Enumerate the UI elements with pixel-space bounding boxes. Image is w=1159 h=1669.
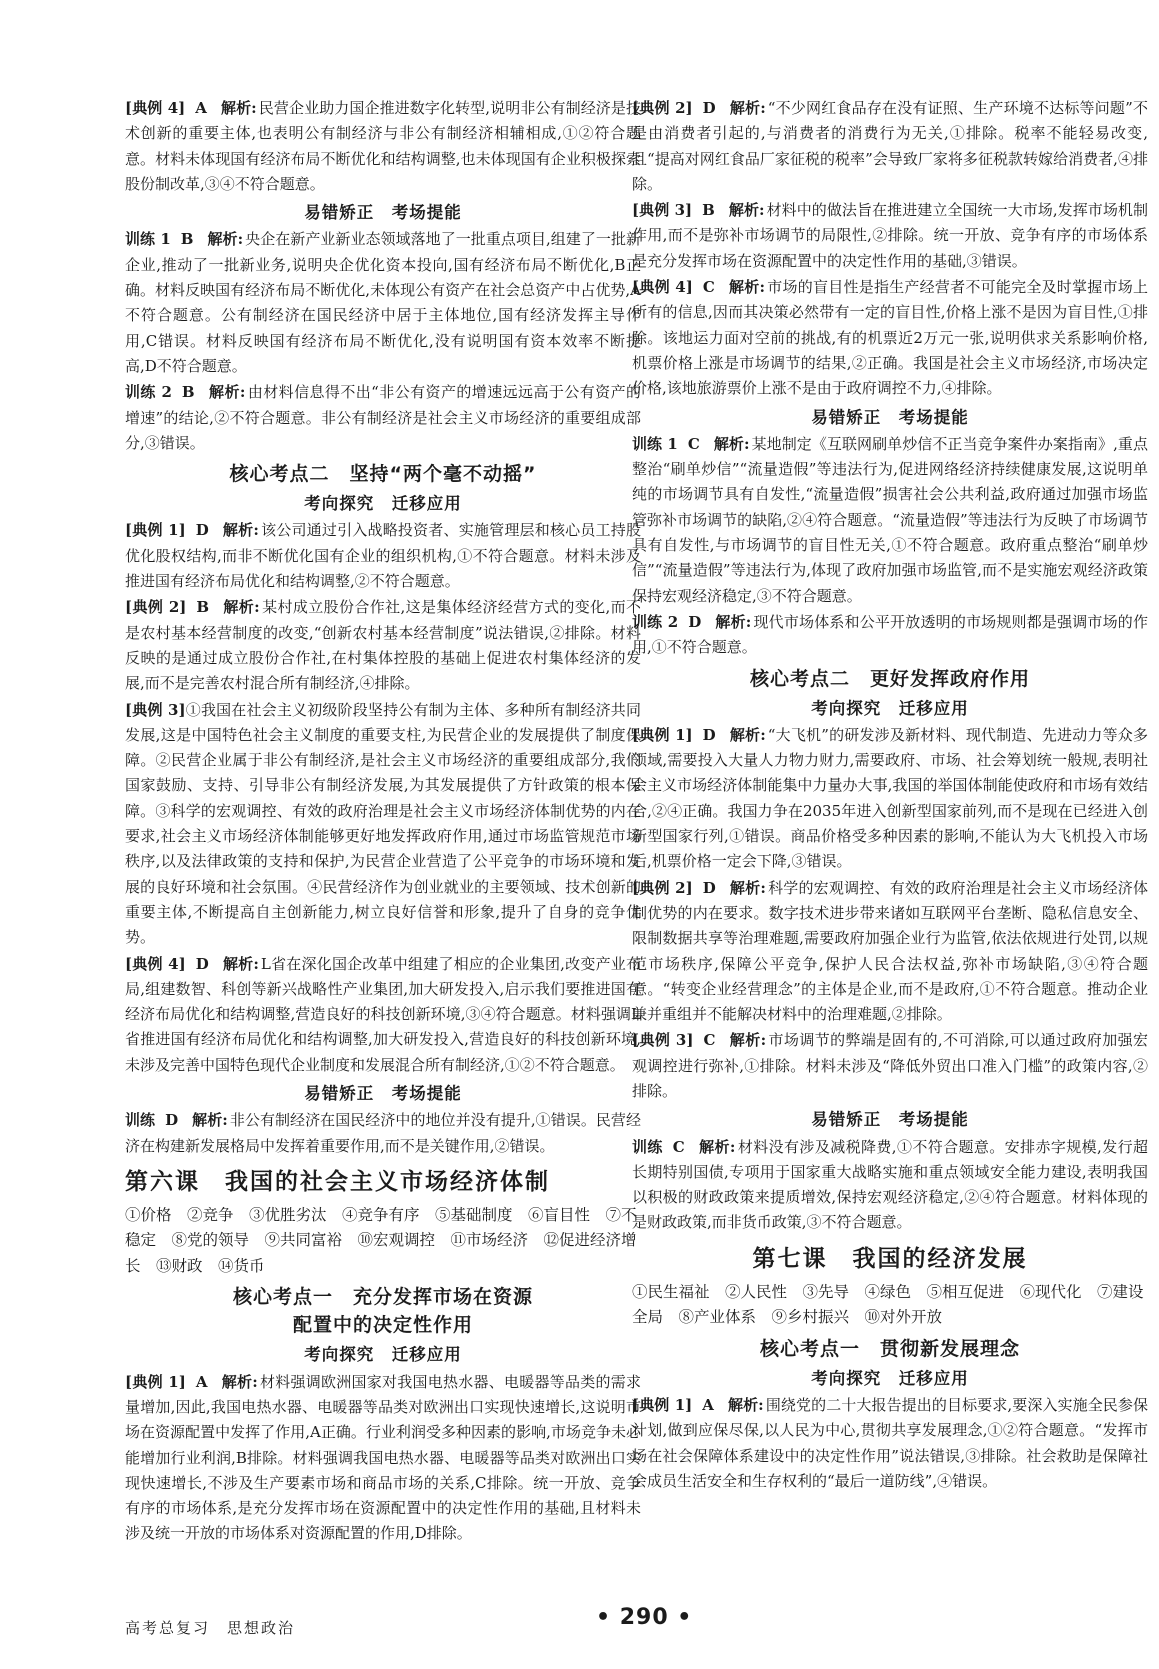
- left-core-topic-1-heading-a: 核心考点一 充分发挥市场在资源: [232, 1286, 533, 1309]
- right-explore-heading: 考向探究 迁移应用: [811, 698, 969, 718]
- right-core-topic-1-heading: 核心考点一 贯彻新发展理念: [759, 1337, 1020, 1360]
- right-example-4: [典例 4] C 解析: 市场的盲目性是指生产经营者不可能完全及时掌握市场上所有的信息,因而其决策必然带有一定的盲目性,价格上涨不是因为盲目性,①排除。该地运力面对空前的挑战,有的机票近2万元一张,说明供求关系影响价格,机票价格上涨是市场调节的结果,②正确。我国是社会主义市场经济,市场决定价格,该地旅游票价上涨不是由于政府调控不力,④排除。: [632, 278, 1148, 398]
- left-example-2b: [典例 2] B 解析: 某村成立股份合作社,这是集体经济经营方式的变化,而不是农村基本经营制度的改变,“创新农村基本经营制度”说法错误,②排除。材料反映的是通过成立股份合作社,在村集体控股的基础上促进农村集体经济的发展,而不是完善农村混合所有制经济,④排除。: [125, 598, 641, 693]
- left-section-heading-errors: 易错矫正 考场提能: [304, 203, 462, 223]
- lesson-7-answers: ①民生福祉 ②人民性 ③先导 ④绿色 ⑤相互促进 ⑥现代化 ⑦建设全局 ⑧产业体系 ⑨乡村振兴 ⑩对外开放: [632, 1282, 1144, 1327]
- left-section-heading-errors-2: 易错矫正 考场提能: [304, 1083, 462, 1103]
- left-example-4b: [典例 4] D 解析: L省在深化国企改革中组建了相应的企业集团,改变产业布局,组建数智、科创等新兴战略性产业集团,加大研发投入,启示我们要推进国有经济布局优化和结构调整,营造良好的科技创新环境,③④符合题意。材料强调L省推进国有经济布局优化和结构调整,加大研发投入,营造良好的科技创新环境,未涉及完善中国特色现代企业制度和发展混合所有制经济,①②不符合题意。: [125, 954, 642, 1074]
- right-training-1: 训练 1 C 解析: 某地制定《互联网刷单炒信不正当竞争案件办案指南》,重点整治“刷单炒信”“流量造假”等违法行为,促进网络经济持续健康发展,这说明单纯的市场调节具有自发性,“流量造假”损害社会公共利益,政府通过加强市场监管弥补市场调节的缺陷,②④符合题意。“流量造假”等违法行为反映了市场调节具有自发性,与市场调节的盲目性无关,①不符合题意。政府重点整治“刷单炒信”“流量造假”等违法行为,体现了政府加强市场监管,而不是实施宏观经济政策保持宏观经济稳定,③不符合题意。: [632, 434, 1148, 605]
- lesson-6-answers: ①价格 ②竞争 ③优胜劣汰 ④竞争有序 ⑤基础制度 ⑥盲目性 ⑦不稳定 ⑧党的领导 ⑨共同富裕 ⑩宏观调控 ⑪市场经济 ⑫促进经济增长 ⑬财政 ⑭货币: [125, 1205, 637, 1275]
- left-example-3b: [典例 3]①我国在社会主义初级阶段坚持公有制为主体、多种所有制经济共同发展,这是中国特色社会主义制度的重要支柱,为民营企业的发展提供了制度保障。②民营企业属于非公有制经济,是社会主义市场经济的重要组成部分,我们国家鼓励、支持、引导非公有制经济发展,为其发展提供了方针政策的根本保障。③科学的宏观调控、有效的政府治理是社会主义市场经济体制优势的内在要求,社会主义市场经济体制能够更好地发挥政府作用,通过市场监管规范市场秩序,以及法律政策的支持和保护,为民营企业营造了公平竞争的市场环境和发展的良好环境和社会氛围。④民营经济作为创业就业的主要领域、技术创新的重要主体,不断提高自主创新能力,树立良好信誉和形象,提升了自身的竞争优势。: [125, 700, 641, 947]
- left-core-topic-2-heading: 核心考点二 坚持“两个毫不动摇”: [229, 463, 537, 486]
- right-example-1c: [典例 1] A 解析: 围绕党的二十大报告提出的目标要求,要深入实施全民参保计划,做到应保尽保,以人民为中心,贯彻共享发展理念,①②符合题意。“发挥市场在社会保障体系建设中的决定性作用”说法错误,③排除。社会救助是保障社会成员生活安全和生存权利的“最后一道防线”,④错误。: [632, 1396, 1148, 1490]
- left-explore-heading: 考向探究 迁移应用: [304, 494, 462, 514]
- right-explore-heading-2: 考向探究 迁移应用: [811, 1368, 969, 1388]
- left-example-4: [典例 4] A 解析: 民营企业助力国企推进数字化转型,说明非公有制经济是技术创新的重要主体,也表明公有制经济与非公有制经济相辅相成,①②符合题意。材料未体现国有经济布局不断优化和结构调整,也未体现国有企业积极探索股份制改革,③④不符合题意。: [125, 99, 641, 193]
- footer-subject: 高考总复习 思想政治: [125, 1619, 296, 1637]
- page-number: • 290 •: [596, 1605, 693, 1630]
- left-training-1: 训练 1 B 解析: 央企在新产业新业态领域落地了一批重点项目,组建了一批新企业,推动了一批新业务,说明央企优化资本投向,国有经济布局不断优化,B正确。材料反映国有经济布局不断优化,未体现公有资产在社会总资产中占优势,A不符合题意。公有制经济在国民经济中居于主体地位,国有经济发挥主导作用,C错误。材料反映国有经济布局不断优化,没有说明国有资本效率不断提高,D不符合题意。: [125, 230, 641, 375]
- right-section-heading-errors: 易错矫正 考场提能: [811, 407, 969, 427]
- right-example-2: [典例 2] D 解析: “不少网红食品存在没有证照、生产环境不达标等问题”不是由消费者引起的,与消费者的消费行为无关,①排除。税率不能轻易改变,且“提高对网红食品厂家征税的税率”会导致厂家将多征税款转嫁给消费者,④排除。: [632, 99, 1148, 193]
- left-core-topic-1-heading-b: 配置中的决定性作用: [292, 1314, 473, 1337]
- left-example-1b: [典例 1] D 解析: 该公司通过引入战略投资者、实施管理层和核心员工持股优化股权结构,而非不断优化国有企业的组织机构,①不符合题意。材料未涉及推进国有经济布局优化和结构调整,②不符合题意。: [125, 521, 641, 591]
- right-training-2: 训练 2 D 解析: 现代市场体系和公平开放透明的市场规则都是强调市场的作用,①不符合题意。: [632, 612, 1148, 657]
- left-explore-heading-2: 考向探究 迁移应用: [304, 1345, 462, 1365]
- left-training: 训练 D 解析: 非公有制经济在国民经济中的地位并没有提升,①错误。民营经济在构建新发展格局中发挥着重要作用,而不是关键作用,②错误。: [125, 1111, 641, 1155]
- right-training: 训练 C 解析: 材料没有涉及减税降费,①不符合题意。安排赤字规模,发行超长期特别国债,专项用于国家重大战略实施和重点领域安全能力建设,表明我国以积极的财政政策来提质增效,保持宏观经济稳定,②④符合题意。材料体现的是财政政策,而非货币政策,③不符合题意。: [632, 1137, 1148, 1232]
- left-example-1c: [典例 1] A 解析: 材料强调欧洲国家对我国电热水器、电暖器等品类的需求量增加,因此,我国电热水器、电暖器等品类对欧洲出口实现快速增长,这说明市场在资源配置中发挥了作用,A正确。行业利润受多种因素的影响,市场竞争未必能增加行业利润,B排除。材料强调我国电热水器、电暖器等品类对欧洲出口实现快速增长,不涉及生产要素市场和商品市场的关系,C排除。统一开放、竞争有序的市场体系,是充分发挥市场在资源配置中的决定性作用的基础,且材料未涉及统一开放的市场体系对资源配置的作用,D排除。: [125, 1372, 642, 1543]
- right-column: [632, 96, 1148, 1495]
- right-example-3: [典例 3] B 解析: 材料中的做法旨在推进建立全国统一大市场,发挥市场机制作用,而不是弥补市场调节的局限性,②排除。统一开放、竞争有序的市场体系是充分发挥市场在资源配置中的决定性作用的基础,③错误。: [632, 201, 1148, 270]
- right-example-1b: [典例 1] D 解析: “大飞机”的研发涉及新材料、现代制造、先进动力等众多领域,需要投入大量人力物力财力,需要政府、市场、社会筹划统一般规,表明社会主义市场经济体制能集中力量办大事,我国的举国体制能使政府和市场有效结合,②④正确。我国力争在2035年进入创新型国家前列,而不是现在已经进入创新型国家行列,①错误。商品价格受多种因素的影响,不能认为大飞机投入市场后,机票价格一定会下降,③错误。: [632, 725, 1148, 871]
- lesson-7-title: 第七课 我国的经济发展: [752, 1245, 1028, 1272]
- right-core-topic-2-heading: 核心考点二 更好发挥政府作用: [749, 667, 1030, 690]
- left-column: [125, 96, 641, 1548]
- right-example-3b: [典例 3] C 解析: 市场调节的弊端是固有的,不可消除,可以通过政府加强宏观调控进行弥补,①排除。材料未涉及“降低外贸出口准入门槛”的政策内容,②排除。: [632, 1031, 1148, 1100]
- lesson-6-title: 第六课 我国的社会主义市场经济体制: [125, 1168, 550, 1195]
- right-example-2b: [典例 2] D 解析: 科学的宏观调控、有效的政府治理是社会主义市场经济体制优势的内在要求。数字技术进步带来诸如互联网平台垄断、隐私信息安全、限制数据共享等治理难题,需要政府加强企业行为监管,依法依规进行处罚,以规范市场秩序,保障公平竞争,保护人民合法权益,弥补市场缺陷,③④符合题意。“转变企业经营理念”的主体是企业,而不是政府,①不符合题意。推动企业兼并重组并不能解决材料中的治理难题,②排除。: [632, 878, 1148, 1024]
- left-training-2: 训练 2 B 解析: 由材料信息得不出“非公有资产的增速远远高于公有资产的增速”的结论,②不符合题意。非公有制经济是社会主义市场经济的重要组成部分,③错误。: [125, 383, 641, 452]
- right-section-heading-errors-2: 易错矫正 考场提能: [811, 1110, 969, 1130]
